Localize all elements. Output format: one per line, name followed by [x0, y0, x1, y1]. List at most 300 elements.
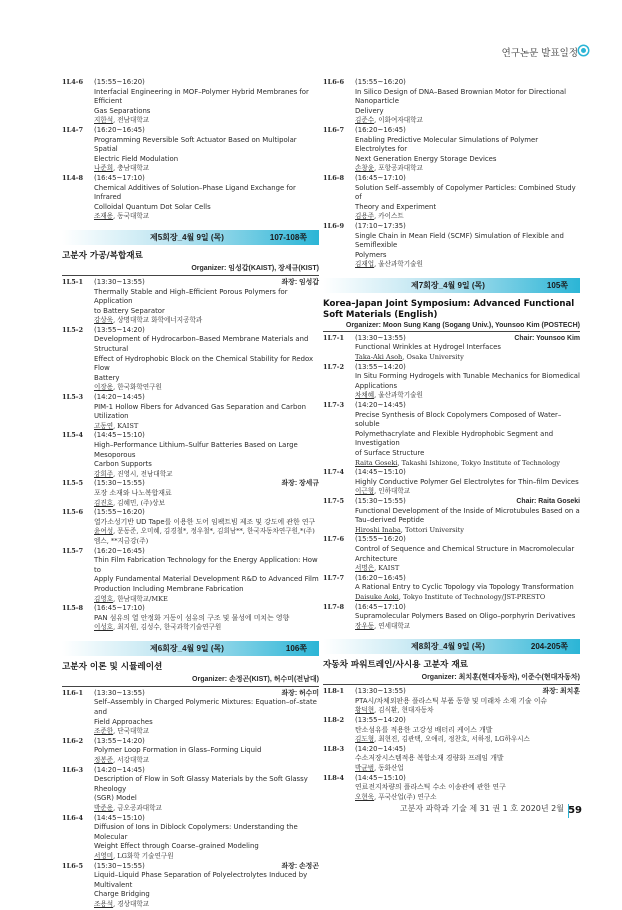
session-title: 고분자 이론 및 시뮬레이션: [62, 661, 163, 672]
footer-page-number: 59: [568, 805, 582, 816]
entry-coauthors: , 금오공과대학교: [113, 804, 162, 812]
entry-body: [94, 814, 319, 862]
entry-title-line: Electric Field Modulation: [94, 154, 179, 163]
entry-authors-extra: 엠스, **지금강(주): [94, 536, 149, 545]
entry-title-line: Development of Hydrocarbon–Based Membrane Materials and Structural: [94, 335, 309, 354]
entry-code: 1L6-4: [62, 813, 84, 822]
program-entry: [62, 766, 319, 814]
program-entry: [323, 745, 580, 774]
entry-time: (16:45~17:10): [355, 602, 406, 611]
entry-coauthors: , 충남대학교: [113, 164, 150, 173]
entry-title-line: Self–Assembly in Charged Polymeric Mixtures: Equation–of–state and: [94, 698, 317, 717]
entry-body: [355, 603, 580, 632]
entry-time: (15:55~16:20): [94, 78, 145, 86]
entry-body: [355, 535, 580, 573]
entry-code: 1L7-2: [323, 362, 345, 371]
entry-body: [355, 687, 580, 716]
entry-authors: [94, 422, 319, 432]
entry-time-line: [94, 126, 319, 136]
entry-presenter: 장우동: [355, 621, 375, 630]
entry-title-line: In Silico Design of DNA–Based Brownian Motor for Directional Nanoparticle: [355, 87, 567, 106]
entry-title-line: In Situ Forming Hydrogels with Tunable Mechanics for Biomedical: [355, 372, 580, 381]
entry-time: (16:20~16:45): [94, 125, 145, 134]
entry-code: 1L5-2: [62, 325, 84, 334]
entry-code: 1L7-8: [323, 602, 345, 611]
program-entry: [323, 401, 580, 468]
entry-title-line: of Surface Structure: [355, 449, 425, 457]
entry-code: 1L6-1: [62, 688, 84, 697]
entry-code: 1L6-3: [62, 765, 84, 774]
entry-coauthors: , LG화학 기술연구원: [113, 851, 174, 860]
header-title: 연구논문 발표일정: [501, 48, 578, 59]
entry-presenter: 서명은: [355, 564, 375, 573]
entry-authors: [94, 383, 319, 393]
entry-title-line: Polymer Loop Formation in Glass–Forming Liquid: [94, 746, 262, 755]
entry-time: (17:10~17:35): [355, 221, 406, 230]
session-organizer: Organizer: 손정곤(KIST), 허수미(전남대): [192, 675, 319, 683]
entry-presenter: 황덕현: [355, 706, 375, 715]
entry-coauthors: , 경상대학교: [113, 899, 150, 908]
entry-presenter: 김용주: [355, 212, 375, 221]
entry-title-line: Interfacial Engineering in MOF–Polymer Hybrid Membranes for Efficient: [94, 87, 309, 106]
entry-coauthors: , 연세대학교: [374, 621, 411, 630]
entry-title-line: Battery: [94, 373, 120, 382]
program-entry: [62, 604, 319, 633]
entry-time-line: [94, 326, 319, 336]
session-divider: [323, 331, 580, 332]
entry-title-line: Thermally Stable and High–Efficient Porous Polymers for Application: [94, 287, 288, 306]
entry-time: (13:55~14:20): [94, 325, 145, 334]
entry-title-line: Description of Flow in Soft Glassy Materials by the Soft Glassy Rheology: [94, 775, 308, 793]
entry-coauthors: , 동화산업: [374, 764, 404, 773]
entry-presenter: 고동연: [94, 421, 114, 430]
entry-title-line: Production Including Membrane Fabrication: [94, 584, 244, 593]
program-entry: [62, 862, 319, 910]
entry-title-line: Functional Wrinkles at Hydrogel Interfaces: [355, 343, 501, 352]
entry-presenter: 김도형: [355, 735, 375, 744]
entry-title-line: Functional Development of the Inside of Microtubules Based on a: [355, 506, 580, 515]
session-bar: [62, 641, 319, 656]
entry-time-line: [355, 716, 580, 726]
entry-title-line: Liquid–Liquid Phase Separation of Polyelectrolytes Induced by Multivalent: [94, 871, 308, 889]
entry-body: [94, 479, 319, 508]
entry-body: [94, 737, 319, 766]
entry-code: 1L5-4: [62, 431, 84, 440]
left-column: [62, 78, 319, 910]
entry-coauthors: , Tottori University: [400, 525, 464, 534]
entry-body: [94, 78, 319, 126]
entry-authors: [94, 804, 319, 814]
program-entry: [62, 174, 319, 222]
entry-coauthors: , 포항공과대학교: [374, 164, 423, 173]
entry-title-line: Field Approaches: [94, 717, 153, 726]
entry-time-line: [355, 574, 580, 584]
entry-coauthors: , 인하대학교: [374, 487, 411, 496]
program-entry: [323, 363, 580, 401]
entry-code: 1L6-7: [323, 125, 345, 134]
entry-title-line: Gas Separations: [94, 106, 151, 115]
entry-code: 1L7-5: [323, 496, 345, 505]
entry-title-line: Precise Synthesis of Block Copolymers Composed of Water–soluble: [355, 410, 562, 429]
entry-code: 1L5-6: [62, 508, 84, 517]
entry-authors: [355, 526, 580, 536]
entry-title-line: Solution Self–assembly of Copolymer Particles: Combined Study of: [355, 183, 576, 202]
entry-code: 1L6-2: [62, 736, 84, 745]
session-organizer: Organizer: 최치훈(현대자동차), 이준수(현대자동차): [421, 674, 580, 682]
entry-presenter: 박준용: [94, 804, 114, 812]
entry-time-line: [94, 431, 319, 441]
program-entry: [323, 774, 580, 803]
session-title: 자동차 파워트레인/사시용 고분자 재료: [323, 660, 468, 671]
program-entry: [323, 222, 580, 270]
right-column: [323, 78, 580, 802]
entry-authors: [355, 353, 580, 363]
entry-code: 1L7-1: [323, 333, 345, 342]
program-entry: [323, 535, 580, 573]
entry-authors: [355, 212, 580, 222]
entry-authors: [94, 527, 319, 537]
program-entry: [323, 334, 580, 363]
entry-title-line: Carbon Supports: [94, 460, 152, 469]
program-entry: [62, 547, 319, 605]
entry-body: [94, 393, 319, 431]
entry-code: 1L8-1: [323, 687, 345, 696]
entry-title-line: Apply Fundamental Material Development R&D to Advanced Film: [94, 575, 319, 584]
entry-presenter: 지한석: [94, 116, 114, 125]
entry-coauthors: , 동국대학교: [113, 212, 150, 221]
entry-code: 1L7-4: [323, 468, 345, 477]
entry-time: (14:45~15:10): [355, 468, 406, 477]
entry-time-line: [355, 174, 580, 184]
program-entry: [62, 479, 319, 508]
session-organizer: Organizer: Moon Sung Kang (Sogang Univ.), Younsoo Kim (POSTECH): [345, 321, 580, 329]
session-date: 제7회장_4월 9일 (목): [411, 280, 485, 290]
entry-authors: [94, 623, 319, 633]
entry-time-line: [355, 468, 580, 478]
program-entry: [323, 716, 580, 745]
session-bar: [62, 230, 319, 245]
entry-body: [94, 326, 319, 393]
entry-body: [355, 363, 580, 401]
entry-time-line: [94, 278, 319, 288]
entry-code: 1L5-8: [62, 604, 84, 613]
entry-code: 1L5-7: [62, 546, 84, 555]
program-entry: [62, 508, 319, 546]
session-pages: 105쪽: [546, 280, 568, 290]
program-entry: [62, 431, 319, 479]
entry-time: (14:20~14:45): [355, 401, 406, 410]
entry-time: (16:45~17:10): [355, 173, 406, 182]
program-entry: [62, 393, 319, 431]
entry-authors: [355, 260, 580, 270]
program-entry: [62, 278, 319, 326]
entry-body: [94, 547, 319, 605]
entry-chair: 좌장: 장세규: [281, 480, 319, 488]
entry-authors: [355, 564, 580, 574]
entry-time: (13:30~13:55): [355, 333, 406, 342]
entry-coauthors: , 한국화학연구원: [113, 383, 162, 392]
entry-time: (13:30~13:55): [94, 688, 145, 697]
entry-title-line: Control of Sequence and Chemical Structure in Macromolecular: [355, 544, 575, 553]
entry-presenter: 김준수: [355, 116, 375, 125]
entry-time-line: [355, 78, 580, 88]
program-entry: [62, 814, 319, 862]
entry-coauthors: , KAIST: [374, 564, 400, 573]
entry-chair: 좌장: 최치훈: [542, 688, 580, 696]
entry-time: (16:20~16:45): [94, 546, 145, 555]
entry-time-line: [355, 126, 580, 136]
entry-authors: [355, 459, 580, 469]
entry-title-line: 연료전지차량의 플라스틱 수소 이송관에 관한 연구: [355, 783, 506, 792]
entry-title-line: Theory and Experiment: [355, 202, 437, 211]
entry-authors: [94, 756, 319, 766]
entry-authors: [355, 735, 580, 745]
entry-time: (16:20~16:45): [355, 573, 406, 582]
entry-title-line: Highly Conductive Polymer Gel Electrolytes for Thin–film Devices: [355, 477, 579, 486]
entry-code: 1L7-6: [323, 535, 345, 544]
entry-authors: [355, 593, 580, 603]
entry-coauthors: , Takashi Ishizone, Tokyo Institute of Technology: [397, 458, 561, 467]
entry-coauthors: , Osaka University: [402, 353, 464, 362]
entry-coauthors: , 전남대학교: [113, 116, 150, 125]
entry-coauthors: , 서강대학교: [113, 756, 150, 765]
entry-time-line: [355, 497, 580, 507]
entry-time: (15:30~15:55): [94, 479, 145, 488]
entry-body: [355, 574, 580, 603]
entry-time-line: [94, 174, 319, 184]
entry-time: (14:20~14:45): [94, 393, 145, 402]
entry-code: 1L4-7: [62, 125, 84, 134]
entry-coauthors: , 이화여자대학교: [374, 116, 423, 125]
entry-time-line: [355, 363, 580, 373]
entry-title-line: 포장 소재와 나노복합재료: [94, 488, 172, 497]
entry-presenter: 김영호: [94, 594, 114, 603]
entry-title-line: A Rational Entry to Cyclic Topology via Topology Transformation: [355, 583, 574, 592]
entry-presenter: 강희주: [94, 469, 114, 478]
entry-coauthors: , 상명대학교 화학에너지공학과: [113, 316, 203, 325]
entry-chair: Chair: Raita Goseki: [516, 497, 580, 505]
entry-time: (16:45~17:10): [94, 604, 145, 613]
entry-authors: [355, 487, 580, 497]
program-entry: [62, 326, 319, 393]
entry-time: (15:55~16:20): [355, 78, 406, 86]
entry-body: [94, 689, 319, 737]
program-entry: [323, 603, 580, 632]
entry-time: (15:30~15:55): [355, 496, 406, 505]
entry-chair: 좌장: 임성갑: [281, 278, 319, 286]
program-entry: [62, 737, 319, 766]
entry-body: [355, 401, 580, 468]
entry-time-line: [94, 862, 319, 872]
entry-body: [355, 497, 580, 535]
entry-time: (15:55~16:20): [94, 508, 145, 517]
entry-title-line: PTA시/차체외판용 플라스틱 부품 동향 및 미래차 소재 기술 이슈: [355, 696, 548, 705]
entry-time: (13:55~14:20): [355, 716, 406, 725]
entry-presenter: 이장용: [94, 383, 114, 392]
entry-title-line: Single Chain in Mean Field (SCMF) Simulation of Flexible and Semiflexible: [355, 231, 564, 250]
entry-chair: Chair: Younsoo Kim: [514, 334, 580, 342]
entry-title-line: PAN 섬유의 열 안정화 거동이 섬유의 구조 및 물성에 미치는 영향: [94, 613, 290, 622]
entry-title-line: Architecture: [355, 554, 398, 563]
entry-code: 1L4-8: [62, 173, 84, 182]
entry-title-line: 열가소성기반 UD Tape를 이용한 도어 임팩트빔 제조 및 강도에 관한 연구: [94, 517, 316, 526]
entry-body: [355, 716, 580, 745]
entry-time: (16:45~17:10): [94, 173, 145, 182]
entry-authors: [355, 622, 580, 632]
entry-time-line: [355, 334, 580, 344]
entry-coauthors: , 진영시, 전남대학교: [113, 469, 173, 478]
entry-title-line: High–Performance Lithium–Sulfur Batteries Based on Large Mesoporous: [94, 441, 298, 459]
entry-time: (15:55~16:20): [355, 535, 406, 544]
entry-presenter: 김진호: [94, 498, 114, 507]
entry-title-line: Colloidal Quantum Dot Solar Cells: [94, 202, 211, 211]
entry-coauthors: , 김식환, 현대자동차: [374, 706, 434, 715]
footer-text: 고분자 과학과 기술 제 31 권 1 호 2020년 2월: [399, 804, 564, 813]
entry-time: (15:30~15:55): [94, 861, 145, 870]
entry-coauthors: , 푸국산업(주) 연구소: [374, 792, 437, 801]
entry-title-line: 탄소섬유를 적용한 고강성 배터리 케이스 개발: [355, 725, 493, 734]
program-entry: [323, 126, 580, 174]
entry-body: [355, 126, 580, 174]
entry-authors: [94, 164, 319, 174]
entry-authors: [94, 727, 319, 737]
entry-body: [355, 334, 580, 363]
entry-body: [355, 745, 580, 774]
entry-time: (14:45~15:10): [94, 813, 145, 822]
entry-time-line: [355, 687, 580, 697]
program-entry: [323, 687, 580, 716]
entry-body: [94, 278, 319, 326]
entry-presenter: 정봉준: [94, 756, 114, 765]
program-entry: [323, 174, 580, 222]
session-bar: [323, 639, 580, 654]
entry-body: [94, 431, 319, 479]
entry-chair: 좌장: 허수미: [281, 689, 319, 697]
entry-title-line: Diffusion of Ions in Diblock Copolymers: Understanding the Molecular: [94, 823, 298, 841]
entry-presenter: 오현욱: [355, 792, 375, 801]
entry-body: [94, 862, 319, 910]
program-entry: [323, 574, 580, 603]
entry-presenter: 나준희: [94, 164, 114, 173]
entry-time-line: [355, 401, 580, 411]
entry-code: 1L7-7: [323, 573, 345, 582]
entry-coauthors: , 최현진, 김관택, 오애리, 정찬호, 서하정, LG하우시스: [374, 735, 530, 744]
entry-code: 1L5-3: [62, 393, 84, 402]
entry-body: [94, 126, 319, 174]
session-title: Korea–Japan Joint Symposium: Advanced Functional Soft Materials (English): [323, 298, 575, 320]
entry-presenter: 손창윤: [355, 164, 375, 173]
session-pages: 106쪽: [285, 643, 307, 653]
entry-authors: [94, 116, 319, 126]
entry-presenter: Hiroshi Inaba: [355, 525, 401, 534]
program-entry: [62, 126, 319, 174]
entry-title-line: Charge Bridging: [94, 890, 150, 899]
entry-time: (14:45~15:10): [355, 773, 406, 782]
entry-presenter: 조준한: [94, 727, 114, 736]
entry-authors: [94, 852, 319, 862]
entry-time-line: [94, 547, 319, 557]
entry-coauthors: , 울산과학기술원: [374, 260, 423, 269]
entry-authors: [94, 316, 319, 326]
entry-code: 1L8-2: [323, 716, 345, 725]
entry-body: [94, 604, 319, 633]
entry-body: [355, 222, 580, 270]
entry-time: (13:55~14:20): [94, 736, 145, 745]
entry-authors: [355, 116, 580, 126]
entry-authors: [355, 164, 580, 174]
entry-code: 1L4-6: [62, 78, 84, 86]
entry-title-line: Next Generation Energy Storage Devices: [355, 154, 497, 163]
entry-time: (14:20~14:45): [94, 765, 145, 774]
entry-title-line: Thin Film Fabrication Technology for the Energy Application: How to: [94, 556, 318, 574]
entry-time-line: [355, 745, 580, 755]
session-organizer: Organizer: 임성갑(KAIST), 장세규(KIST): [191, 264, 319, 272]
entry-code: 1L8-4: [323, 773, 345, 782]
entry-coauthors: , KAIST: [113, 421, 139, 430]
entry-presenter: 차채혜: [355, 391, 375, 400]
entry-title-line: Enabling Predictive Molecular Simulations of Polymer Electrolytes for: [355, 135, 539, 154]
entry-authors: [355, 391, 580, 401]
entry-code: 1L7-3: [323, 401, 345, 410]
entry-presenter: 조재용: [94, 212, 114, 221]
entry-authors: [355, 764, 580, 774]
entry-presenter: 김재업: [355, 260, 375, 269]
session-title: 고분자 가공/복합재료: [62, 250, 143, 261]
entry-body: [355, 78, 580, 126]
program-entry: [323, 497, 580, 535]
entry-time: (14:20~14:45): [355, 744, 406, 753]
entry-presenter: Raita Goseki: [355, 458, 398, 467]
entry-time: (13:55~14:20): [355, 362, 406, 371]
entry-time-line: [94, 814, 319, 824]
entry-title-line: 수소저장시스템적용 복합소재 경량화 프레임 개발: [355, 754, 504, 763]
entry-presenter: Daisuke Aoki: [355, 592, 399, 601]
entry-title-line: Weight Effect through Coarse–grained Modeling: [94, 842, 259, 851]
entry-code: 1L5-5: [62, 479, 84, 488]
entry-coauthors: , 카이스트: [374, 212, 404, 221]
entry-presenter: 이성호: [94, 623, 114, 632]
entry-chair: 좌장: 손정곤: [281, 862, 319, 870]
entry-body: [355, 468, 580, 497]
entry-title-line: Programming Reversible Soft Actuator Based on Multipolar Spatial: [94, 135, 297, 154]
entry-time: (14:45~15:10): [94, 431, 145, 440]
entry-time-line: [94, 766, 319, 776]
entry-authors: [94, 470, 319, 480]
entry-presenter: 조용석: [94, 899, 114, 908]
entry-time-line: [94, 78, 319, 88]
entry-code: 1L6-8: [323, 173, 345, 182]
entry-title-line: (SGR) Model: [94, 794, 137, 803]
entry-title-line: Supramolecular Polymers Based on Oligo–porphyrin Derivatives: [355, 612, 576, 621]
session-date: 제8회장_4월 9일 (목): [411, 642, 485, 652]
header-dot-icon: [579, 46, 588, 55]
entry-coauthors: , 단국대학교: [113, 727, 150, 736]
program-entry: [62, 78, 319, 126]
entry-time-line: [94, 604, 319, 614]
entry-presenter: 윤여성: [94, 527, 114, 536]
entry-time-line: [94, 737, 319, 747]
entry-body: [355, 174, 580, 222]
program-entry: [323, 468, 580, 497]
entry-time-line: [355, 222, 580, 232]
session-date: 제5회장_4월 9일 (목): [150, 232, 224, 242]
entry-authors: [94, 900, 319, 910]
entry-coauthors: , Tokyo Institute of Technology/JST-PRESTO: [398, 592, 546, 601]
entry-title-line: Polymethacrylate and Flexible Hydrophobic Segment and Investigation: [355, 429, 554, 448]
entry-title-line: Chemical Additives of Solution–Phase Ligand Exchange for Infrared: [94, 183, 296, 202]
entry-title-line: Applications: [355, 381, 398, 390]
session-pages: 107-108쪽: [269, 232, 307, 242]
